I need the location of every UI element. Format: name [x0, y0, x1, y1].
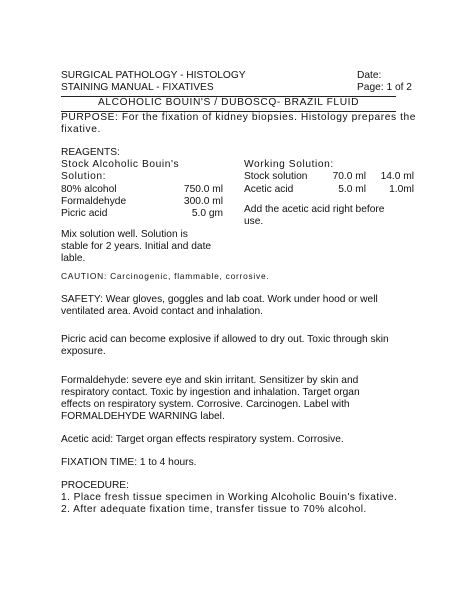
safety-line-2: ventilated area. Avoid contact and inhalation. — [61, 306, 264, 317]
stock-item-name: Picric acid — [61, 208, 108, 219]
caution-note: CAUTION: Carcinogenic, flammable, corrosive. — [61, 271, 270, 281]
procedure-step: 2. After adequate fixation time, transfer tissue to 70% alcohol. — [61, 504, 367, 515]
working-row-name: Acetic acid — [244, 184, 294, 195]
working-row-value-2: 1.0ml — [389, 184, 414, 195]
acetic-acid-hazard: Acetic acid: Target organ effects respiratory system. Corrosive. — [61, 434, 344, 445]
stock-note-line-3: lable. — [61, 253, 86, 264]
working-row-value-1: 70.0 ml — [332, 171, 366, 182]
working-note-line-2: use. — [244, 216, 264, 227]
stock-item-name: Formaldehyde — [61, 196, 127, 207]
formaldehyde-line-4: FORMALDEHYDE WARNING label. — [61, 411, 225, 422]
stock-item-amount: 750.0 ml — [183, 184, 223, 195]
stock-note-line-2: stable for 2 years. Initial and date — [61, 241, 212, 252]
stock-item-amount: 5.0 gm — [191, 208, 223, 219]
working-row-value-2: 14.0 ml — [380, 171, 414, 182]
header-manual: STAINING MANUAL - FIXATIVES — [61, 82, 214, 93]
formaldehyde-line-2: respiratory contact. Toxic by ingestion and inhalation. Target organ — [61, 387, 360, 398]
header-department: SURGICAL PATHOLOGY - HISTOLOGY — [61, 70, 246, 81]
stock-note-line-1: Mix solution well. Solution is — [61, 229, 188, 240]
header-page-number: Page: 1 of 2 — [357, 82, 412, 93]
purpose-line-2: fixative. — [61, 124, 101, 135]
purpose-line-1: PURPOSE: For the fixation of kidney biopsies. Histology prepares the — [61, 112, 417, 123]
formaldehyde-line-1: Formaldehyde: severe eye and skin irritant. Sensitizer by skin and — [61, 375, 359, 386]
reagents-heading: REAGENTS: — [61, 147, 120, 158]
picric-line-1: Picric acid can become explosive if allowed to dry out. Toxic through skin — [61, 334, 389, 345]
stock-title-line-1: Stock Alcoholic Bouin's — [61, 159, 180, 170]
picric-line-2: exposure. — [61, 346, 106, 357]
stock-item-amount: 300.0 ml — [183, 196, 223, 207]
procedure-step: 1. Place fresh tissue specimen in Working Alcoholic Bouin's fixative. — [61, 492, 398, 503]
formaldehyde-line-3: effects on respiratory system. Corrosive. Carcinogen. Label with — [61, 399, 350, 410]
working-row-name: Stock solution — [244, 171, 308, 182]
working-title: Working Solution: — [244, 159, 334, 170]
stock-title-line-2: Solution: — [61, 171, 107, 182]
working-row-value-1: 5.0 ml — [338, 184, 366, 195]
procedure-heading: PROCEDURE: — [61, 480, 129, 491]
safety-line-1: SAFETY: Wear gloves, goggles and lab coat. Work under hood or well — [61, 294, 378, 305]
stock-item-name: 80% alcohol — [61, 184, 117, 195]
working-note-line-1: Add the acetic acid right before — [244, 204, 385, 215]
fixation-time: FIXATION TIME: 1 to 4 hours. — [61, 457, 197, 468]
document-title: ALCOHOLIC BOUIN'S / DUBOSCQ- BRAZIL FLUID — [97, 97, 360, 108]
header-date-label: Date: — [357, 70, 382, 81]
